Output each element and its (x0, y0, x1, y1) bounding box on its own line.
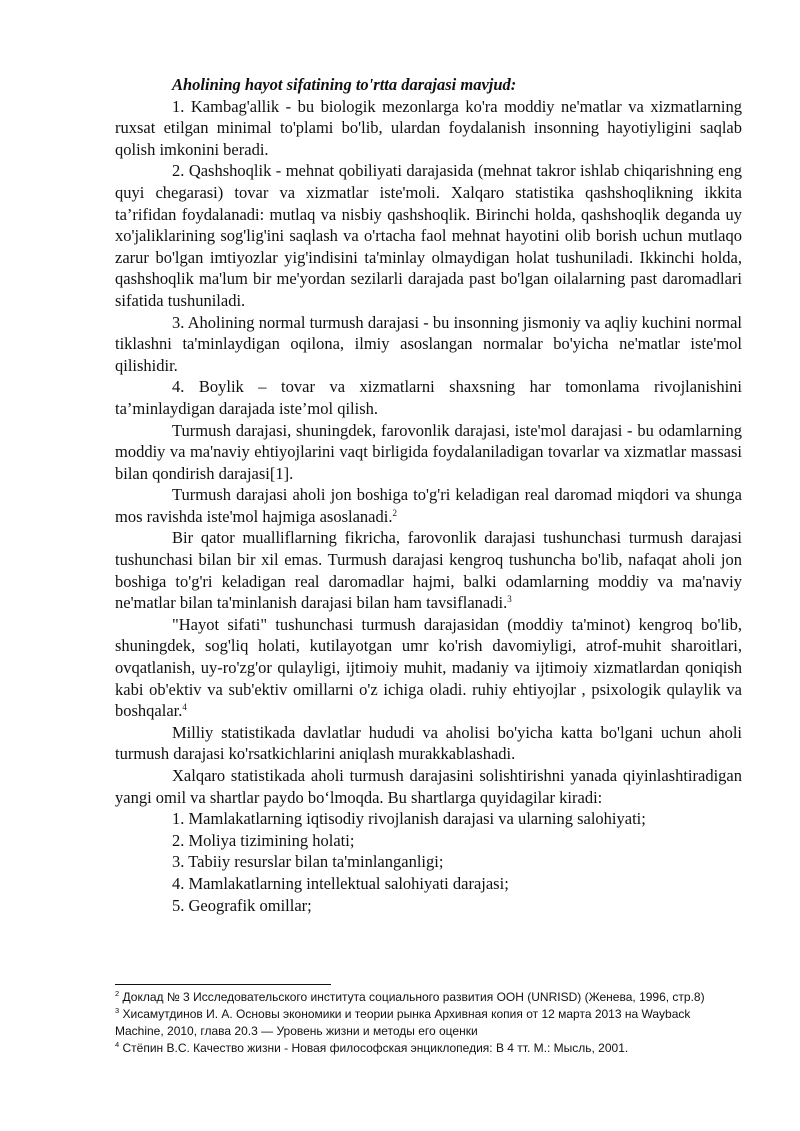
paragraph-text: 4. Boylik – tovar va xizmatlarni shaxsning har tomonlama rivojlanishini ta’minlaydigan darajada iste’mol qilish. (115, 377, 742, 418)
document-body (115, 74, 742, 916)
footnote-ref[interactable]: 4 (182, 702, 187, 713)
paragraph-text: Milliy statistikada davlatlar hududi va aholisi bo'yicha katta bo'lgani uchun aholi turmush darajasi ko'rsatkichlarini aniqlash murakkablashadi. (115, 722, 742, 764)
paragraph-text: 2. Qashshoqlik - mehnat qobiliyati darajasida (mehnat takror ishlab chiqarishning eng quyi chegarasi) tovar va xizmatlar iste'moli. Xalqaro statistika qashshoqlikning ikkita ta’rifidan foydalanadi: mutlaq va nisbiy qashshoqlik. Birinchi holda, qashshoqlik deganda uy xo'jaliklarining sog'lig'ini saqlash va o'rtacha faol mehnat hayotini olib borish uchun mutlaqo zarur bo'lgan imtiyozlar yig'indisini ta'minlay olmaydigan holat tushuniladi. Ikkinchi holda, qashshoqlik ma'lum bir me'yordan sezilarli darajada past bo'lgan oilalarning past daromadlari sifatida tushuniladi. (115, 161, 742, 310)
footnote-text: Доклад № 3 Исследовательского института социального развития ООН (UNRISD) (Женева, 1996, стр.8) (122, 990, 705, 1004)
list-item: 4. Mamlakatlarning intellektual salohiyati darajasi; (172, 873, 509, 893)
paragraph-text: 3. Aholining normal turmush darajasi - bu insonning jismoniy va aqliy kuchini normal tiklashni ta'minlaydigan oqilona, ilmiy asoslangan normalar bo'yicha ne'matlar iste'mol qilishidir. (115, 312, 742, 375)
footnote-ref[interactable]: 3 (507, 594, 512, 605)
paragraph-text: Turmush darajasi, shuningdek, farovonlik darajasi, iste'mol darajasi - bu odamlarning moddiy va ma'naviy ehtiyojlarini vaqt birligida foydalaniladigan tovarlar va xizmatlar massasi bilan qondirish darajasi[1]. (115, 420, 742, 483)
list-item: 5. Geografik omillar; (172, 895, 312, 915)
footnote (115, 989, 742, 1006)
footnote-text: Хисамутдинов И. А. Основы экономики и теории рынка Архивная копия от 12 марта 2013 на Wayback Machine, 2010, глава 20.3 — Уровень жизни и методы его оценки (115, 1007, 691, 1038)
paragraph (115, 484, 742, 527)
footnote-number: 2 (115, 989, 120, 998)
paragraph (115, 722, 742, 765)
footnote-number: 4 (115, 1040, 120, 1049)
paragraph (115, 312, 742, 377)
paragraph (115, 765, 742, 808)
footnote-separator (115, 984, 331, 985)
paragraph (115, 527, 742, 613)
footnote-number: 3 (115, 1006, 120, 1015)
footnote (115, 1040, 742, 1057)
paragraph (115, 160, 742, 311)
footnote-text: Стёпин В.С. Качество жизни - Новая философская энциклопедия: В 4 тт. М.: Мысль, 2001. (122, 1041, 629, 1055)
paragraph-text: "Hayot sifati" tushunchasi turmush darajasidan (moddiy ta'minot) kengroq bo'lib, shuningdek, sog'liq holati, kutilayotgan umr ko'rish davomiyligi, atrof-muhit sharoitlari, ovqatlanish, uy-ro'zg'or qulayligi, ijtimoiy muhit, madaniy va ijtimoiy xizmatlardan qoniqish kabi ob'ektiv va sub'ektiv omillarni o'z ichiga oladi. ruhiy ehtiyojlar , psixologik qulaylik va boshqalar. (115, 614, 742, 721)
footnote-ref[interactable]: 2 (392, 507, 397, 518)
list-item: 2. Moliya tizimining holati; (172, 830, 355, 850)
list-item: 1. Mamlakatlarning iqtisodiy rivojlanish darajasi va ularning salohiyati; (172, 809, 646, 829)
paragraph (115, 96, 742, 161)
paragraph-text: Bir qator mualliflarning fikricha, farovonlik darajasi tushunchasi turmush darajasi tushunchasi bilan bir xil emas. Turmush darajasi kengroq tushuncha bo'lib, nafaqat aholi jon boshiga to'g'ri keladigan real daromadlar hajmi, balki odamlarning moddiy va ma'naviy ne'matlar bilan ta'minlanish darajasi bilan ham tavsiflanadi. (115, 528, 742, 613)
paragraph (115, 614, 742, 722)
paragraph-text: Xalqaro statistikada aholi turmush darajasini solishtirishni yanada qiyinlashtiradigan yangi omil va shartlar paydo bo‘lmoqda. Bu shartlarga quyidagilar kiradi: (115, 766, 742, 807)
footnote (115, 1006, 742, 1040)
footnotes (115, 989, 742, 1057)
paragraph (115, 420, 742, 485)
list-item: 3. Tabiiy resurslar bilan ta'minlanganligi; (172, 852, 444, 872)
paragraph-text: Turmush darajasi aholi jon boshiga to'g'ri keladigan real daromad miqdori va shunga mos ravishda iste'mol hajmiga asoslanadi. (115, 485, 742, 526)
paragraph (115, 376, 742, 419)
paragraph-text: 1. Kambag'allik - bu biologik mezonlarga ko'ra moddiy ne'matlar va xizmatlarning ruxsat etilgan minimal to'plami bo'lib, ulardan foydalanish insonning hayotiyligini saqlab qolish imkonini beradi. (115, 96, 742, 159)
section-title: Aholining hayot sifatining to'rtta darajasi mavjud: (172, 75, 517, 94)
